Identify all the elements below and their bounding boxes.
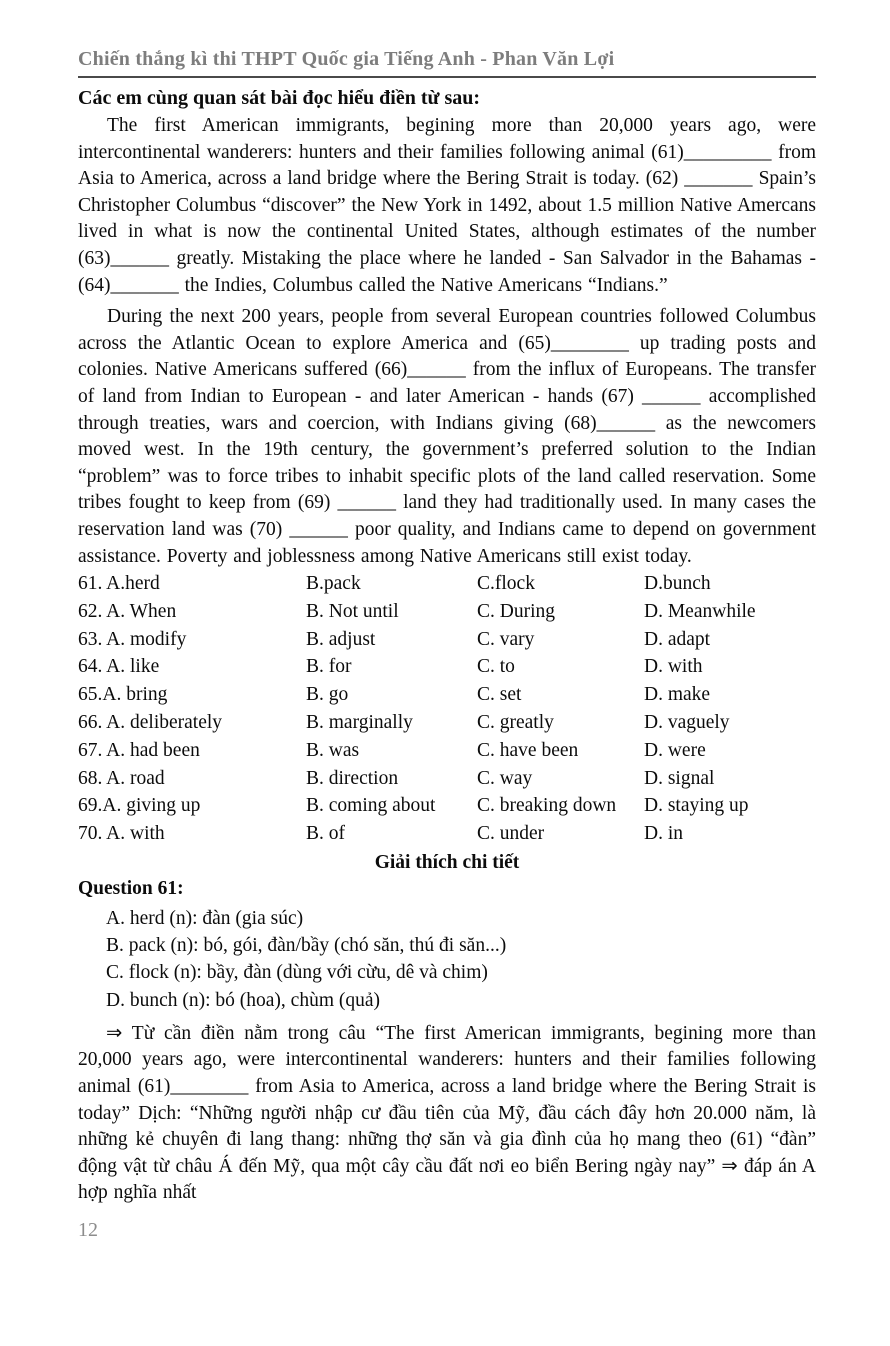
option-row-63 — [78, 629, 816, 657]
option-64-b: B. for — [306, 656, 352, 678]
passage-paragraph-1: The first American immigrants, begining more than 20,000 years ago, were intercontinental wanderers: hunters and their families following animal (61)_________ from Asia to America, across a land bridge where the Bering Strait is today. (62) _______ Spain’s Christopher Columbus “discover” the New York in 1492, about 1.5 million Native Amercans lived in what is now the continental United States, although estimates of the number (63)______ greatly. Mistaking the place where he landed - San Salvador in the Bahamas - (64)_______ the Indies, Columbus called the Native Americans “Indians.” — [78, 115, 816, 296]
option-70-d: D. in — [644, 823, 683, 845]
option-63-c: C. vary — [477, 628, 535, 650]
option-70-b: B. of — [306, 823, 345, 845]
option-62-c: C. During — [477, 600, 555, 622]
gloss-option-c: C. flock (n): bầy, đàn (dùng với cừu, dê và chim) — [106, 962, 488, 984]
page-number: 12 — [78, 1219, 98, 1242]
option-61-a: 61. A.herd — [78, 573, 160, 595]
option-63-a: 63. A. modify — [78, 628, 187, 650]
option-69-d: D. staying up — [644, 795, 749, 817]
option-66-b: B. marginally — [306, 712, 413, 734]
gloss-option-b: B. pack (n): bó, gói, đàn/bầy (chó săn, thú đi săn...) — [106, 935, 507, 957]
question-61-explanation: ⇒ Từ cần điền nằm trong câu “The first American immigrants, begining more than 20,000 years ago, were intercontinental wanderers: hunters and their families following animal (61)________ from Asia to America, across a land bridge where the Bering Strait is today” Dịch: “Những người nhập cư đầu tiên của Mỹ, đầu cách đây hơn 20.000 năm, là những kẻ chuyên đi lang thang: những thợ săn và gia đình của họ mang theo (61) “đàn” động vật từ châu Á đến Mỹ, qua một cây cầu đất nơi eo biển Bering ngày nay” ⇒ đáp án A hợp nghĩa nhất — [78, 1022, 816, 1204]
answer-options-table — [78, 573, 816, 851]
option-row-62 — [78, 601, 816, 629]
gloss-option-a: A. herd (n): đàn (gia súc) — [106, 908, 304, 930]
option-row-67 — [78, 740, 816, 768]
option-69-b: B. coming about — [306, 795, 436, 817]
option-62-d: D. Meanwhile — [644, 600, 756, 622]
option-67-c: C. have been — [477, 739, 579, 761]
option-row-66 — [78, 712, 816, 740]
header-divider — [78, 76, 816, 78]
option-row-64 — [78, 656, 816, 684]
option-67-d: D. were — [644, 739, 706, 761]
option-69-a: 69.A. giving up — [78, 795, 201, 817]
option-row-65 — [78, 684, 816, 712]
detailed-explanation-heading: Giải thích chi tiết — [374, 852, 520, 874]
gloss-option-d: D. bunch (n): bó (hoa), chùm (quả) — [106, 989, 380, 1011]
option-68-c: C. way — [477, 767, 533, 789]
option-row-61 — [78, 573, 816, 601]
option-row-69 — [78, 795, 816, 823]
option-68-b: B. direction — [306, 767, 399, 789]
option-65-c: C. set — [477, 684, 522, 706]
option-64-d: D. with — [644, 656, 703, 678]
option-69-c: C. breaking down — [477, 795, 617, 817]
option-row-70 — [78, 823, 816, 851]
option-63-d: D. adapt — [644, 628, 711, 650]
option-68-a: 68. A. road — [78, 767, 165, 789]
question-61-title: Question 61: — [78, 878, 184, 900]
option-row-68 — [78, 768, 816, 796]
option-62-a: 62. A. When — [78, 600, 177, 622]
option-68-d: D. signal — [644, 767, 715, 789]
option-65-b: B. go — [306, 684, 349, 706]
option-66-c: C. greatly — [477, 712, 554, 734]
option-65-a: 65.A. bring — [78, 684, 168, 706]
option-61-b: B.pack — [306, 573, 361, 595]
option-65-d: D. make — [644, 684, 711, 706]
option-67-a: 67. A. had been — [78, 739, 200, 761]
option-66-d: D. vaguely — [644, 712, 730, 734]
option-70-c: C. under — [477, 823, 545, 845]
option-64-a: 64. A. like — [78, 656, 160, 678]
option-67-b: B. was — [306, 739, 360, 761]
option-70-a: 70. A. with — [78, 823, 165, 845]
option-61-d: D.bunch — [644, 573, 711, 595]
option-62-b: B. Not until — [306, 600, 399, 622]
option-64-c: C. to — [477, 656, 515, 678]
option-61-c: C.flock — [477, 573, 535, 595]
option-66-a: 66. A. deliberately — [78, 712, 223, 734]
option-63-b: B. adjust — [306, 628, 376, 650]
passage-paragraph-2: During the next 200 years, people from several European countries followed Columbus across the Atlantic Ocean to explore America and (65)________ up trading posts and colonies. Native Americans suffered (66)______ from the influx of Europeans. The transfer of land from Indian to European - and later American - hands (67) ______ accomplished through treaties, wars and coercion, with Indians giving (68)______ as the newcomers moved west. In the 19th century, the government’s preferred solution to the Indian “problem” was to force tribes to inhabit specific plots of the land called reservation. Some tribes fought to keep from (69) ______ land they had traditionally used. In many cases the reservation land was (70) ______ poor quality, and Indians came to depend on government assistance. Poverty and joblessness among Native Americans still exist today. — [78, 306, 816, 567]
page-header-title: Chiến thắng kì thi THPT Quốc gia Tiếng Anh - Phan Văn Lợi — [78, 48, 615, 70]
intro-heading: Các em cùng quan sát bài đọc hiểu điền từ sau: — [78, 87, 481, 109]
